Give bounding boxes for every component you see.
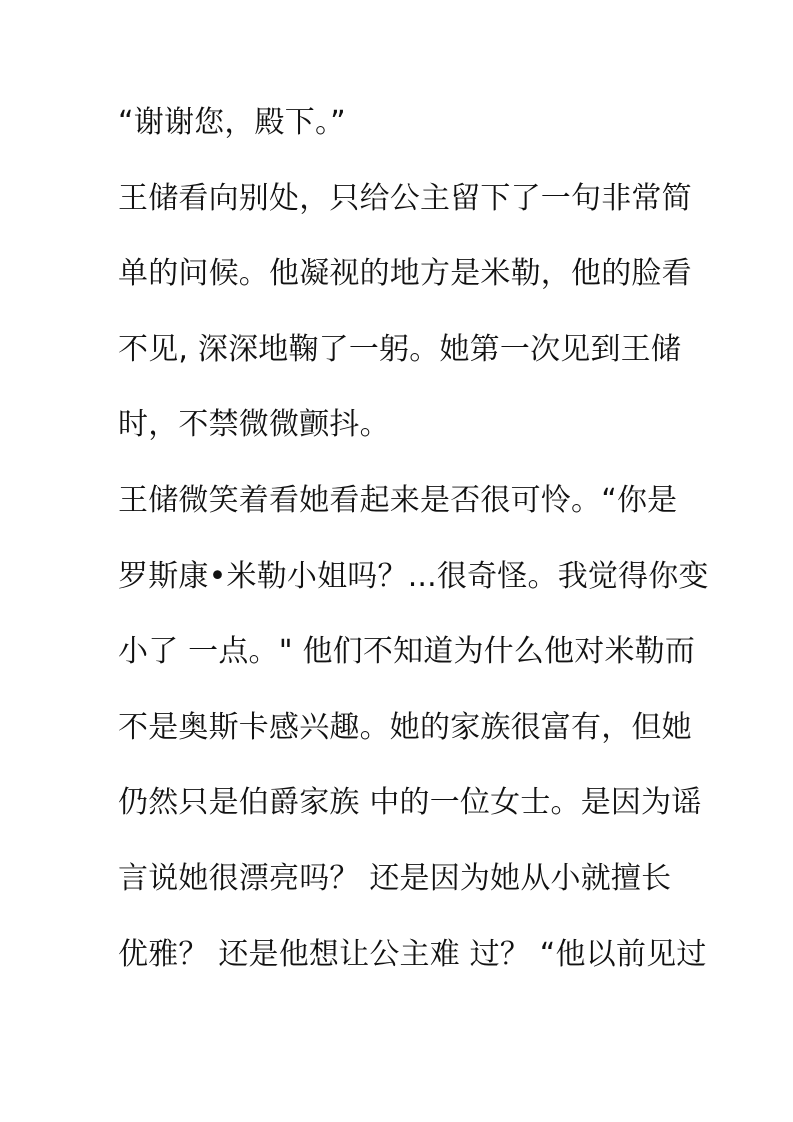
text-line: 王储微笑着看她看起来是否很可怜。“你是 [118, 482, 678, 518]
text-line: 优雅？ 还是他想让公主难 过？ “他以前见过 [118, 936, 707, 972]
text-line: 仍然只是伯爵家族 中的一位女士。是因为谣 [118, 785, 702, 821]
text-line: 小了 一点。" 他们不知道为什么他对米勒而 [118, 634, 696, 670]
text-line: 言说她很漂亮吗？ 还是因为她从小就擅长 [118, 860, 672, 896]
text-line: 罗斯康•米勒小姐吗？...很奇怪。我觉得你变 [118, 558, 709, 594]
text-line: “谢谢您，殿下。” [118, 105, 346, 140]
text-line: 不是奥斯卡感兴趣。她的家族很富有，但她 [118, 709, 692, 745]
body-text [118, 96, 709, 1003]
text-line: 不见, 深深地鞠了一躬。她第一次见到王储 [118, 331, 682, 367]
text-line: 时，不禁微微颤抖。 [118, 407, 390, 443]
text-line: 单的问候。他凝视的地方是米勒，他的脸看 [118, 256, 692, 292]
text-line: 王储看向别处，只给公主留下了一句非常简 [118, 180, 692, 216]
